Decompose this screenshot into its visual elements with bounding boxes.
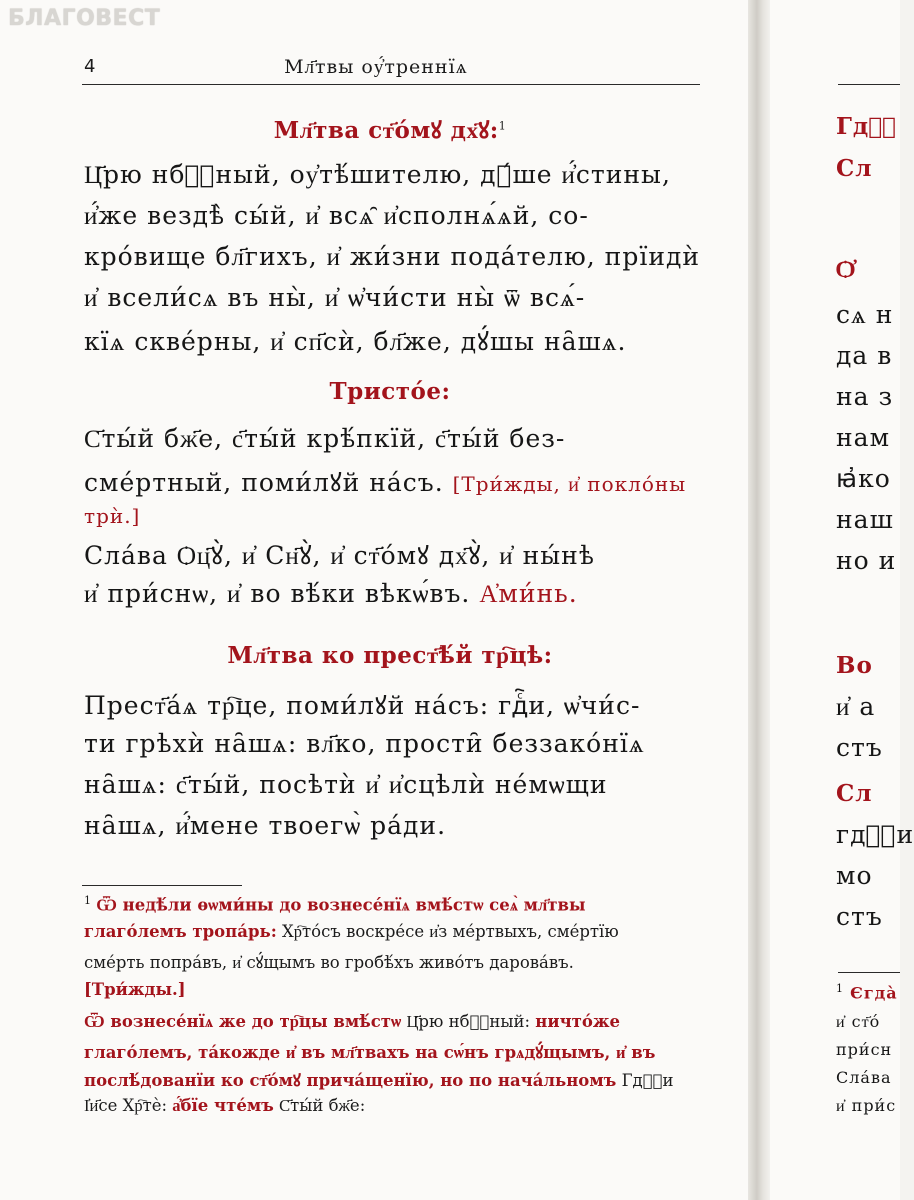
footnote-line-1: [84, 894, 700, 916]
right-line-17: стъ: [836, 902, 883, 931]
right-footnote-line-3: при́сн: [836, 1040, 893, 1059]
right-line-7: на з: [836, 382, 894, 411]
right-footnote-line-5: и҆ при́с: [836, 1096, 897, 1115]
glory-line-2-text: и҆ при́снѡ, и҆ во вѣ́ки вѣкѡ́въ.: [84, 579, 471, 608]
footnote-line-7: [84, 1068, 700, 1091]
prayer2-heading: Мл҃тва ко прест҃ѣ́й тр҇цѣ:: [227, 642, 553, 669]
prayer1-line-4: и҆ всели́сѧ въ ны̀, и҆ ѡ҆чи́сти ны̀ ѿ всѧ́-: [84, 283, 586, 312]
right-red-5: Сл: [836, 780, 873, 807]
right-line-10: наш: [836, 505, 894, 534]
amen-word: А҆ми́нь.: [479, 579, 578, 608]
right-page-rule: [838, 84, 900, 85]
running-head: Мл҃твы оу҆́треннїѧ: [284, 56, 468, 78]
right-line-15: гдⷭ҇и: [836, 820, 914, 849]
prayer1-line-5: кїѧ скве́рны, и҆ сп҃сѝ, бл҃же, дꙋ́шы на̑шѧ.: [84, 327, 627, 356]
header-rule: [82, 84, 700, 85]
prayer1-heading: [0, 113, 780, 145]
footnote-ref: 1: [498, 119, 507, 133]
watermark-logo: БЛАГОВЕСТ: [8, 6, 161, 31]
right-line-8: нам: [836, 423, 891, 452]
trisagion-line-1: С҃ты́й бж҃е, с҃ты́й крѣ́пкїй, с҃ты́й без-: [84, 424, 566, 453]
right-red-2: Сл: [836, 155, 873, 182]
right-line-9: ꙗ҆ко: [836, 464, 891, 493]
right-footnote-line-4: Сла́ва: [836, 1068, 892, 1087]
prayer1-line-1: Ц҃рю нбⷭ҇ный, оу҆тѣ́шителю, дꙋ́ше и҆́стины,: [84, 160, 671, 189]
trisagion-heading: Тристо́е:: [329, 378, 451, 405]
footnote-l1: Ѿ недѣ́ли ѳѡми́ны до вознесе́нїѧ вмѣ́стѡ сеѧ̀ мл҃твы: [96, 895, 586, 915]
footnote-l2-red: глаго́лемъ тропа́рь:: [84, 922, 277, 941]
right-footnote-red: Єгда̀: [850, 983, 898, 1003]
footnote-l5-c: ничто́же: [535, 1012, 621, 1031]
right-line-5: сѧ н: [836, 300, 894, 329]
footnote-line-8: [84, 1096, 700, 1116]
right-red-4: Во: [836, 652, 873, 679]
prayer1-line-2: и҆́же вездѣ̀ сы́й, и҆ всѧ̑ и҆сполнѧ́ѧй, со-: [84, 201, 589, 230]
right-page: [770, 0, 900, 1200]
footnote-l5-a: Ѿ вознесе́нїѧ же до тр҇цы вмѣ́стѡ: [84, 1012, 402, 1031]
right-footnote-marker: 1: [836, 982, 844, 995]
prayer2-line-1: Прест҃а́ѧ тр҇це, поми́лꙋй на́съ: гдⷭ҇и, ѡ҆чи́с-: [84, 691, 641, 720]
right-line-14: стъ: [836, 733, 883, 762]
right-footnote-line-2: и҆ ст҃о́: [836, 1012, 881, 1031]
glory-line-1: Сла́ва Ѻц҃ꙋ̀, и҆ Сн҃ꙋ̀, и҆ ст҃о́мꙋ дх҃ꙋ̀, и҆ ны́нѣ: [84, 541, 595, 570]
glory-line-2: [84, 579, 700, 609]
footnote-l7-black: Гдⷭ҇и: [621, 1071, 674, 1090]
trisagion-rubric: [Три́жды, и҆ покло́ны: [452, 472, 687, 496]
footnote-l8-c: С҃ты́й бж҃е:: [279, 1096, 366, 1115]
page-number: 4: [84, 56, 96, 77]
footnote-line-6: глаго́лемъ, та́кожде и҆ въ мл҃твахъ на сѡ́нъ грѧдꙋ́щымъ, и҆ въ: [84, 1043, 656, 1062]
right-line-16: мо: [836, 861, 873, 890]
prayer2-line-3: на̑шѧ: с҃ты́й, посѣтѝ и҆ и҆сцѣлѝ не́мѡщи: [84, 770, 608, 799]
right-line-13: и҆ а: [836, 692, 876, 721]
prayer2-line-4: на̑шѧ, и҆́мене твоегѡ̀ ра́ди.: [84, 811, 447, 840]
prayer1-line-3: кро́вище бл҃гихъ, и҆ жи́зни пода́телю, прїидѝ: [84, 242, 701, 271]
prayer1-heading-text: Мл҃тва ст҃о́мꙋ дх҃ꙋ:: [273, 117, 499, 144]
book-gutter: [748, 0, 770, 1200]
footnote-line-3: сме́рть попра́въ, и҆ сꙋ́щымъ во гробѣ́хъ живо́тъ дарова́въ.: [84, 953, 574, 972]
right-red-3: Ѻ҆: [836, 256, 856, 283]
footnote-l5-b: Ц҃рю нбⷭ҇ный:: [406, 1012, 531, 1031]
footnote-line-4: [Три́жды.]: [84, 980, 186, 999]
footnote-l2-black: Хр҇то́съ воскре́се и҆з ме́ртвыхъ, сме́ртїю: [282, 922, 619, 941]
trisagion-line-2-text: сме́ртный, поми́лꙋй на́съ.: [84, 468, 444, 497]
footnote-rule: [82, 885, 242, 886]
right-footnote-line-1: [836, 982, 898, 1002]
footnote-marker: 1: [84, 894, 91, 907]
footnote-line-5: [84, 1012, 700, 1032]
footnote-l8-a: І҆и҃се Хр҇тѐ:: [84, 1096, 168, 1115]
right-red-1: Гдⷭ҇: [836, 113, 897, 140]
right-line-11: но и: [836, 546, 897, 575]
footnote-line-2: [84, 922, 700, 942]
right-footnote-rule: [838, 972, 900, 973]
right-line-6: да в: [836, 341, 893, 370]
footnote-l8-b: а҆́бїе чте́мъ: [172, 1096, 274, 1115]
prayer2-line-2: ти грѣхѝ на̑шѧ: вл҃ко, прости̑ беззако́нїѧ: [84, 729, 645, 758]
trisagion-rubric-cont: трѝ.]: [84, 504, 141, 528]
footnote-l7-red: послѣ́дованїи ко ст҃о́мꙋ прича́щенїю, но по нача́льномъ: [84, 1071, 617, 1090]
trisagion-line-2: [84, 465, 700, 499]
